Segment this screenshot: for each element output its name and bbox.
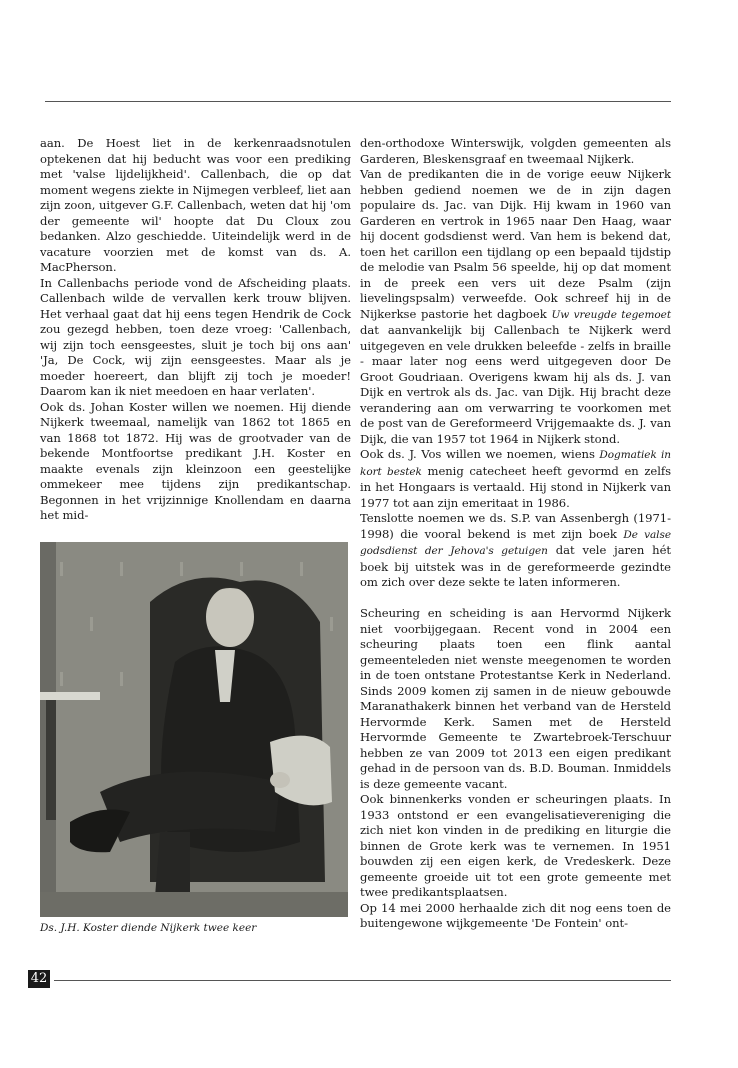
text-run: dat vele jaren hét boek bij uitstek was in de gereformeerde gezindte om zich over deze sekte te laten informeren.	[360, 543, 671, 589]
header-rule	[45, 101, 671, 102]
photo-caption: Ds. J.H. Koster diende Nijkerk twee keer	[40, 922, 257, 934]
paragraph: Ook binnenkerks vonden er scheuringen plaats. In 1933 ontstond er een evangelisatievereniging die zich niet kon vinden in de prediking en liturgie die binnen de Grote kerk was te vernemen. In 1951 bouwden zij een eigen kerk, de Vredeskerk. Deze gemeente groeide uit tot een grote gemeente met twee predikantsplaatsen.	[360, 792, 671, 899]
footer-rule	[54, 980, 671, 981]
book-title: Dogmatiek in kort bestek	[360, 449, 671, 478]
page-number: 42	[28, 970, 50, 988]
paragraph: Ook ds. Johan Koster willen we noemen. Hij diende Nijkerk tweemaal, namelijk van 1862 tot 1865 en van 1868 tot 1872. Hij was de grootvader van de bekende Montfoortse predikant J.H. Koster en maakte evenals zijn kleinzoon een geestelijke ommekeer mee tijdens zijn predikantschap. Begonnen in het vrijzinnige Knollendam en daarna het mid-	[40, 399, 351, 522]
paragraph: aan. De Hoest liet in de kerkenraadsnotulen optekenen dat hij beducht was voor een prediking met 'valse lijdelijkheid'. Callenbach, die op dat moment wegens ziekte in Nijmegen verbleef, liet aan zijn zoon, uitgever G.F. Callenbach, weten dat hij 'om der gemeente wil' hoopte dat Du Cloux zou bedanken. Alzo geschiedde. Uiteindelijk werd in de vacature voorzien met de komst van ds. A. MacPherson.	[40, 136, 351, 274]
paragraph	[360, 167, 671, 447]
paragraph: Op 14 mei 2000 herhaalde zich dit nog eens toen de buitengewone wijkgemeente 'De Fontein' ont-	[360, 900, 671, 930]
text-run: menig catecheet heeft gevormd en zelfs in het Hongaars is vertaald. Hij stond in Nijkerk van 1977 tot aan zijn emeritaat in 1986.	[360, 463, 671, 510]
text-run: Van de predikanten die in de vorige eeuw Nijkerk hebben gediend noemen we de in zijn dagen populaire ds. Jac. van Dijk. Hij kwam in 1960 van Garderen en vertrok in 1965 naar Den Haag, waar hij docent godsdienst werd. Van hem is bekend dat, toen het carillon een tijdlang op een bepaald tijdstip de melodie van Psalm 56 speelde, hij op dat moment in de preek een vers uit deze Psalm (zijn lievelingspsalm) verweefde. Ook schreef hij in de Nijkerkse pastorie het dagboek	[360, 167, 671, 321]
portrait-photo	[40, 542, 348, 917]
left-column	[40, 136, 351, 524]
paragraph	[360, 447, 671, 511]
right-column	[360, 136, 671, 932]
paragraph: den-orthodoxe Winterswijk, volgden gemeenten als Garderen, Bleskensgraaf en tweemaal Nijkerk.	[360, 136, 671, 166]
text-run: dat aanvankelijk bij Callenbach te Nijkerk werd uitgegeven en vele drukken beleefde - zelfs in braille - maar later nog eens werd uitgegeven door De Groot Goudriaan. Overigens kwam hij als ds. J. van Dijk en vertrok als ds. Jac. van Dijk. Hij bracht deze verandering aan om verwarring te voorkomen met de post van de Gereformeerd Vrijgemaakte ds. J. van Dijk, die van 1957 tot 1964 in Nijkerk stond.	[360, 323, 671, 446]
paragraph: In Callenbachs periode vond de Afscheiding plaats. Callenbach wilde de vervallen kerk trouw blijven. Het verhaal gaat dat hij eens tegen Hendrik de Cock zou gezegd hebben, toen deze vroeg: 'Callenbach, wij zijn toch eensgeestes, sluit je toch bij ons aan' 'Ja, De Cock, wij zijn eensgeestes. Maar als je moeder hoereert, dan blijft zij toch je moeder! Daarom kan ik niet meedoen en haar verlaten'.	[40, 275, 351, 398]
text-run: Tenslotte noemen we ds. S.P. van Assenbergh (1971-1998) die vooral bekend is met zijn boek	[360, 511, 671, 541]
paragraph: Scheuring en scheiding is aan Hervormd Nijkerk niet voorbijgegaan. Recent vond in 2004 een scheuring plaats toen een flink aantal gemeenteleden niet wenste meegenomen te worden in de toen ontstane Protestantse Kerk in Nederland. Sinds 2009 komen zij samen in de nieuw gebouwde Maranathakerk binnen het verband van de Hersteld Hervormde Kerk. Samen met de Hersteld Hervormde Gemeente te Zwartebroek-Terschuur hebben ze van 2009 tot 2013 een eigen predikant gehad in de persoon van ds. B.D. Bouman. Inmiddels is deze gemeente vacant.	[360, 606, 671, 791]
paragraph	[360, 511, 671, 591]
book-title: De valse godsdienst der Jehova's getuigen	[360, 528, 671, 557]
book-title: Uw vreugde tegemoet	[551, 308, 671, 321]
text-run: Ook ds. J. Vos willen we noemen, wiens	[360, 447, 595, 461]
portrait-photo-image	[40, 542, 348, 917]
